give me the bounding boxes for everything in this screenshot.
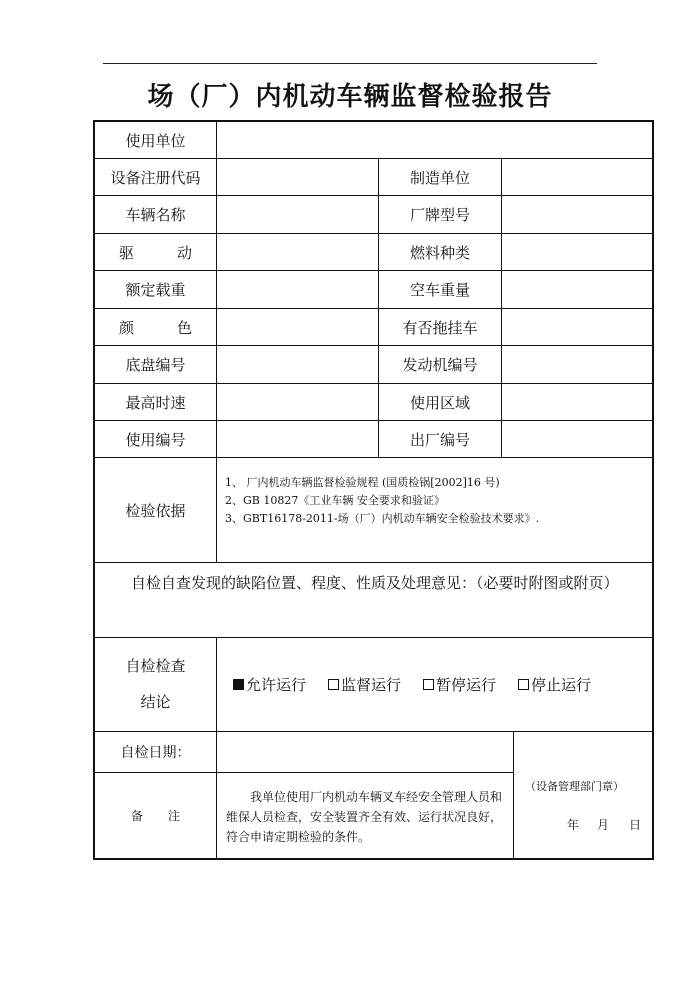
checkbox-icon: [518, 679, 529, 690]
self-check-date-label: 自检日期：: [120, 745, 191, 761]
use-area-label: 使用区域: [409, 393, 470, 412]
empty-weight-value[interactable]: [502, 271, 652, 308]
engine-number-value[interactable]: [502, 346, 652, 383]
trailer-value[interactable]: [502, 309, 652, 345]
remarks-label: 备 注: [131, 809, 180, 823]
registration-code-value[interactable]: [217, 159, 378, 195]
brand-model-label: 厂牌型号: [409, 206, 470, 224]
checkbox-checked-icon: [233, 679, 244, 690]
brand-model-value[interactable]: [502, 196, 652, 233]
use-number-value[interactable]: [217, 421, 378, 457]
self-check-date-value[interactable]: [217, 732, 513, 772]
chassis-number-value[interactable]: [217, 346, 378, 383]
max-speed-label: 最高时速: [125, 393, 186, 412]
defects-note: 自检自查发现的缺陷位置、程度、性质及处理意见：（必要时附图或附页）: [131, 574, 619, 592]
engine-number-label: 发动机编号: [402, 356, 478, 374]
use-unit-label: 使用单位: [125, 131, 186, 150]
registration-code-label: 设备注册代码: [110, 168, 201, 187]
rated-load-label: 额定载重: [125, 281, 186, 299]
option-stop[interactable]: 停止运行: [518, 674, 591, 695]
fuel-type-value[interactable]: [502, 234, 652, 270]
use-unit-value[interactable]: [217, 122, 652, 158]
page-title: 场（厂）内机动车辆监督检验报告: [147, 82, 553, 112]
vehicle-name-label: 车辆名称: [125, 206, 186, 224]
color-label: 颜 色: [119, 318, 192, 337]
basis-item: 2、GB 10827《工业车辆 安全要求和验证》: [225, 494, 445, 507]
basis-label: 检验依据: [125, 501, 186, 520]
conclusion-options: [233, 673, 591, 695]
max-speed-value[interactable]: [217, 384, 378, 420]
option-suspend[interactable]: 暂停运行: [423, 674, 496, 695]
manufacturer-value[interactable]: [502, 159, 652, 195]
checkbox-icon: [328, 679, 339, 690]
header-rule: [103, 63, 597, 64]
factory-number-label: 出厂编号: [409, 430, 470, 449]
fuel-type-label: 燃料种类: [409, 243, 470, 262]
drive-value[interactable]: [217, 234, 378, 270]
seal-label: （设备管理部门章）: [525, 780, 624, 793]
report-form: [93, 120, 654, 860]
basis-item: 1、 厂内机动车辆监督检验规程 (国质检锅[2002]16 号): [225, 476, 500, 489]
option-allow[interactable]: 允许运行: [233, 674, 306, 695]
chassis-number-label: 底盘编号: [125, 356, 186, 374]
trailer-label: 有否拖挂车: [402, 318, 478, 337]
option-supervise[interactable]: 监督运行: [328, 674, 401, 695]
drive-label: 驱 动: [119, 243, 192, 262]
basis-item: 3、GBT16178-2011-场（厂）内机动车辆安全检验技术要求》.: [225, 512, 540, 525]
checkbox-icon: [423, 679, 434, 690]
seal-month: 月: [597, 818, 610, 832]
conclusion-label: 自检检查 结论: [125, 657, 186, 711]
factory-number-value[interactable]: [502, 421, 652, 457]
basis-list: [225, 474, 539, 528]
seal-day: 日: [629, 818, 642, 832]
seal-year: 年: [567, 818, 580, 832]
color-value[interactable]: [217, 309, 378, 345]
use-number-label: 使用编号: [125, 430, 186, 449]
remarks-text: 我单位使用厂内机动车辆叉车经安全管理人员和维保人员检查，安全装置齐全有效、运行状况良好，符合申请定期检验的条件。: [226, 790, 503, 844]
use-area-value[interactable]: [502, 384, 652, 420]
vehicle-name-value[interactable]: [217, 196, 378, 233]
manufacturer-label: 制造单位: [409, 168, 470, 187]
empty-weight-label: 空车重量: [409, 281, 470, 299]
rated-load-value[interactable]: [217, 271, 378, 308]
